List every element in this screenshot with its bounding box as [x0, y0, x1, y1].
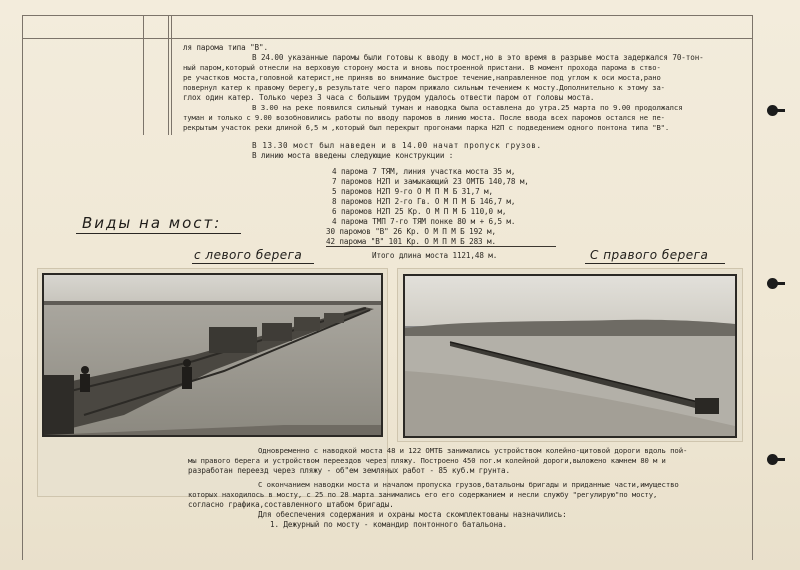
- frame-second-rule: [22, 38, 752, 39]
- binder-hole-3: [767, 454, 778, 465]
- structure-item: 4 парома ТМП 7-го ТЯМ понке 80 м + 6,5 м.: [332, 217, 516, 226]
- right-bank-photo: [403, 274, 737, 438]
- right-bank-caption: С правого берега: [590, 248, 709, 262]
- bottom-paragraph-line-6: согласно графика,составленного штабом бригады.: [188, 500, 394, 509]
- bottom-paragraph-line-7: Для обеспечения содержания и охраны моста скомплектованы назначились:: [258, 510, 567, 519]
- top-paragraph-line-8: туман и только с 9.00 возобновились работы по вводу паромов в линию моста. После ввода всех паромов остался не пе-: [183, 113, 665, 122]
- left-bank-photo-image: [44, 275, 381, 435]
- frame-top-rule: [22, 15, 752, 16]
- left-caption-underline: [192, 263, 314, 264]
- structures-intro: В линию моста введены следующие конструкции :: [252, 151, 454, 160]
- top-paragraph-line-1: ля парома типа "В".: [183, 43, 268, 52]
- bottom-paragraph-line-4: С окончанием наводки моста и началом пропуска грузов,батальоны бригады и приданные части,имущество: [258, 480, 679, 489]
- frame-margin-rule-3: [171, 15, 172, 135]
- structure-item: 42 парома "В" 101 Кр. О М П М Б 283 м.: [326, 237, 496, 246]
- right-caption-underline: [585, 263, 725, 264]
- top-paragraph-line-4: ре участков моста,головной катерист,не приняв во внимание быстрое течение,направленное под углом к оси моста,рано: [183, 73, 661, 82]
- top-paragraph-line-7: В 3.00 на реке появился сильный туман и наводка была оставлена до утра.25 марта по 9.00 продолжался: [252, 103, 683, 112]
- binder-hole-1: [767, 105, 778, 116]
- top-paragraph-line-5: повернул катер к правому берегу,в результате чего паром прижало сильным течением к мосту.Дополнительно к этому за-: [183, 83, 665, 92]
- section-title: Виды на мост:: [82, 214, 222, 232]
- bridge-ready-line: В 13.30 мост был наведен и в 14.00 начат пропуск грузов.: [252, 141, 542, 150]
- bottom-paragraph-line-1: Одновременно с наводкой моста 48 и 122 ОМТБ занимались устройством колейно-щитовой дороги вдоль пой-: [258, 446, 688, 455]
- top-paragraph-line-9: рекрытым участок реки длиной 6,5 м ,который был перекрыт прогонами парка Н2П с подведением одного понтона типа "В".: [183, 123, 670, 132]
- bottom-paragraph-line-5: которых находилось в мосту, с 25 по 28 марта занимались его его содержанием и несли службу "регулирую"по мосту,: [188, 490, 658, 499]
- top-paragraph-line-2: В 24.00 указанные паромы были готовы к вводу в мост,но в это время в разрыве моста задержался 70-тон-: [252, 53, 704, 62]
- structure-item: 30 паромов "В" 26 Кр. О М П М Б 192 м,: [326, 227, 496, 236]
- structure-item: 6 паромов Н2П 25 Кр. О М П М Б 110,0 м,: [332, 207, 507, 216]
- frame-right-rule: [752, 15, 753, 560]
- left-bank-caption: с левого берега: [194, 248, 303, 262]
- structure-item: 7 паромов Н2П и замыкающий 23 ОМТБ 140,78 м,: [332, 177, 529, 186]
- structure-item: 5 паромов Н2П 9-го О М П М Б 31,7 м,: [332, 187, 493, 196]
- binder-hole-2: [767, 278, 778, 289]
- bottom-paragraph-line-8: 1. Дежурный по мосту - командир понтонного батальона.: [270, 520, 508, 529]
- structure-item: 4 парома 7 ТЯМ, линия участка моста 35 м,: [332, 167, 516, 176]
- section-title-underline: [76, 233, 241, 234]
- structure-item: 8 паромов Н2П 2-го Гв. О М П М Б 146,7 м,: [332, 197, 516, 206]
- bottom-paragraph-line-2: мы правого берега и устройством переездов через пляжу. Построено 450 пог.м колейной дороги,выложено камнем 80 м и: [188, 456, 666, 465]
- total-separator: [326, 246, 556, 247]
- bottom-paragraph-line-3: разработан переезд через пляжу - об"ем земляных работ - 85 куб.м грунта.: [188, 466, 510, 475]
- frame-margin-rule-2: [168, 15, 169, 135]
- frame-left-rule: [22, 15, 23, 560]
- total-length: Итого длина моста 1121,48 м.: [372, 251, 498, 260]
- top-paragraph-line-3: ный паром,который отнесли на верховую сторону моста и вновь построенной пристани. В момент прохода парома в ство-: [183, 63, 661, 72]
- frame-margin-rule-1: [143, 15, 144, 135]
- right-bank-photo-image: [405, 276, 735, 436]
- top-paragraph-line-6: глох один катер. Только через 3 часа с большим трудом удалось отвести паром от головы моста.: [183, 93, 595, 102]
- left-bank-photo: [42, 273, 383, 437]
